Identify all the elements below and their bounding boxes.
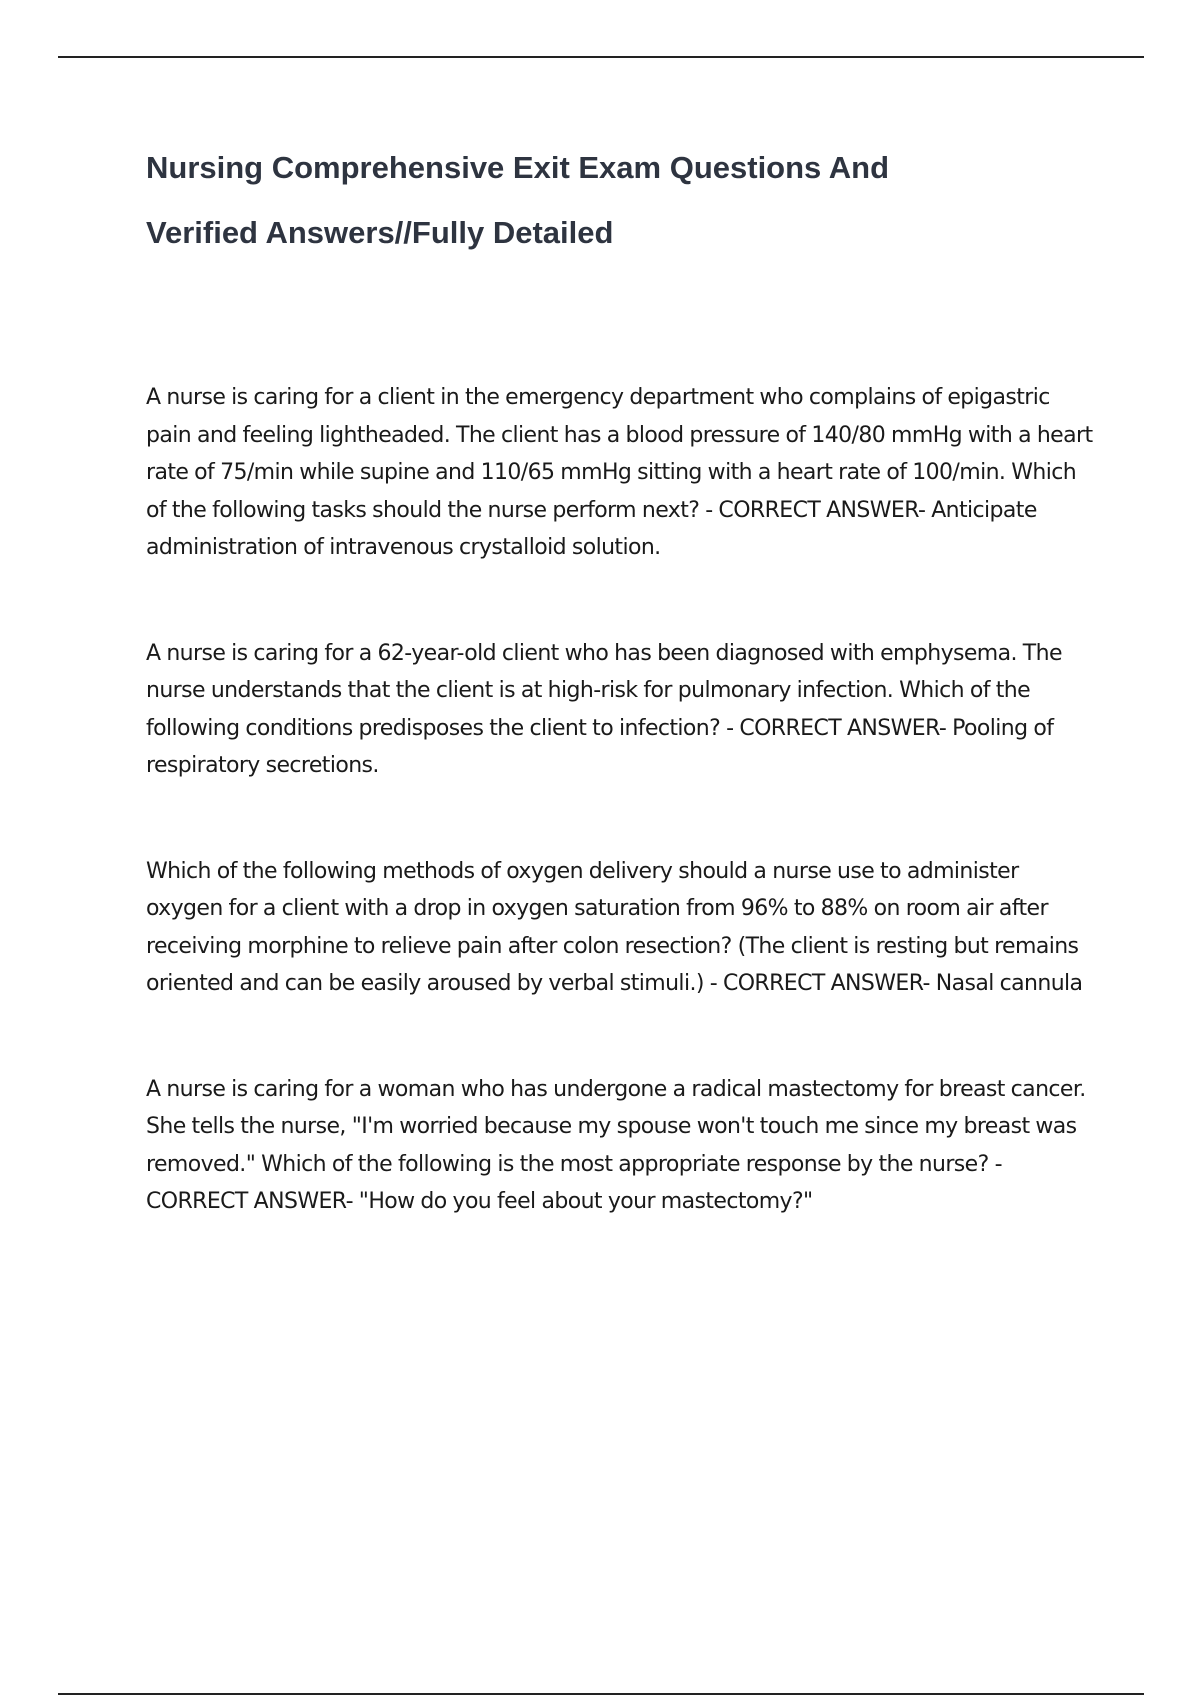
title-line-1: Nursing Comprehensive Exit Exam Questions And (146, 150, 890, 185)
question-list (146, 379, 1096, 1221)
question-answer-4: A nurse is caring for a woman who has undergone a radical mastectomy for breast cancer. She tells the nurse, "I'm worried because my spouse won't touch me since my breast was removed." Which of the following is the most appropriate response by the nurse? - CORRECT ANSWER- "How do you feel about your mastectomy?" (146, 1076, 1086, 1214)
question-answer-3: Which of the following methods of oxygen delivery should a nurse use to administer oxygen for a client with a drop in oxygen saturation from 96% to 88% on room air after receiving morphine to relieve pain after colon resection? (The client is resting but remains oriented and can be easily aroused by verbal stimuli.) - CORRECT ANSWER- Nasal cannula (146, 858, 1083, 996)
document-title (146, 135, 1096, 265)
top-divider (58, 56, 1144, 58)
document-body (146, 135, 1096, 1221)
question-answer-2: A nurse is caring for a 62-year-old client who has been diagnosed with emphysema. The nurse understands that the client is at high-risk for pulmonary infection. Which of the following conditions predisposes the client to infection? - CORRECT ANSWER- Pooling of respiratory secretions. (146, 640, 1062, 778)
bottom-divider (58, 1693, 1144, 1695)
question-answer-1: A nurse is caring for a client in the emergency department who complains of epigastric pain and feeling lightheaded. The client has a blood pressure of 140/80 mmHg with a heart rate of 75/min while supine and 110/65 mmHg sitting with a heart rate of 100/min. Which of the following tasks should the nurse perform next? - CORRECT ANSWER- Anticipate administration of intravenous crystalloid solution. (146, 385, 1093, 560)
title-line-2: Verified Answers//Fully Detailed (146, 215, 614, 250)
